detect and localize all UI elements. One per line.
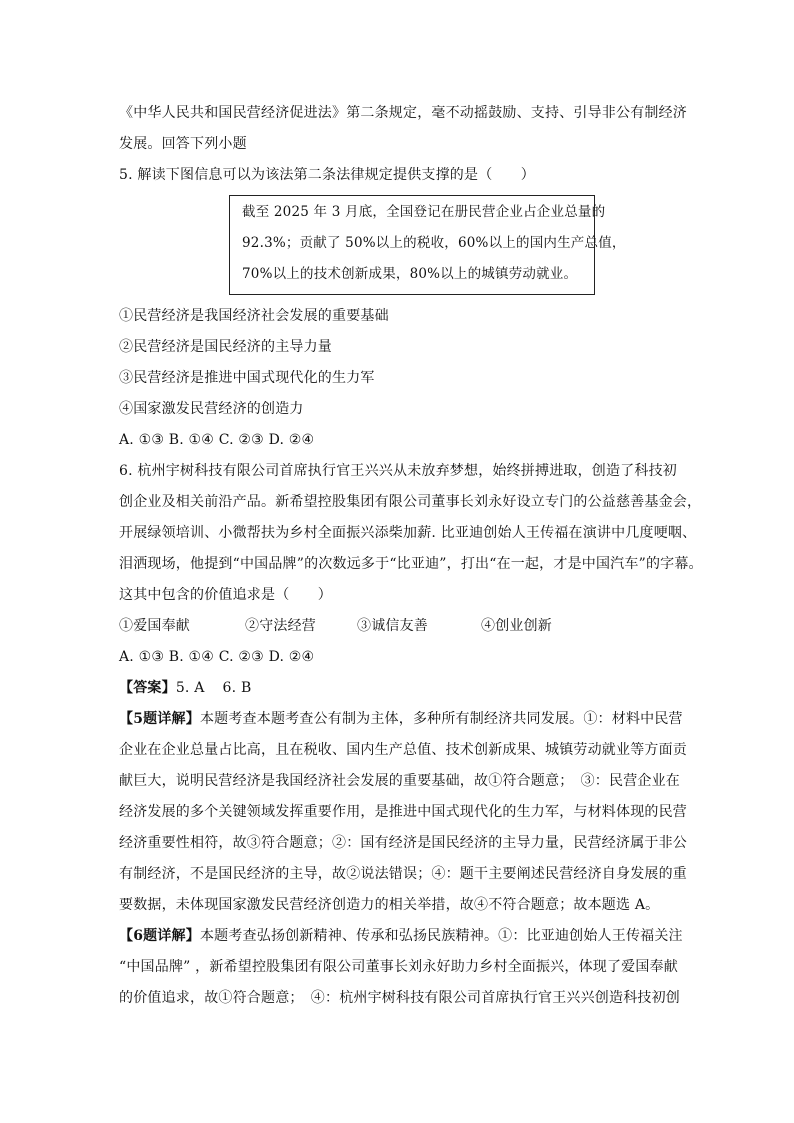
explanation-6-first-line <box>119 921 683 952</box>
explanation-6-label: 【6题详解】 <box>119 928 200 944</box>
question-6-stem-line: 6. 杭州宇树科技有限公司首席执行官王兴兴从未放弃梦想，始终拼搏进取，创造了科技初 <box>119 463 678 479</box>
info-box-line: 截至 2025 年 3 月底，全国登记在册民营企业占企业总量的 <box>242 204 606 220</box>
question-6-stem-line: 创企业及相关前沿产品。新希望控股集团有限公司董事长刘永好设立专门的公益慈善基金会， <box>119 494 702 510</box>
question-6-options <box>119 611 677 642</box>
question-5-option: ②民营经济是国民经济的主导力量 <box>119 339 332 355</box>
question-6-stem-line: 开展绿领培训、小微帮扶为乡村全面振兴添柴加薪. 比亚迪创始人王传福在演讲中几度哽咽、 <box>119 525 697 541</box>
question-5-option: ③民营经济是推进中国式现代化的生力军 <box>119 370 375 386</box>
question-5-option: ①民营经济是我国经济社会发展的重要基础 <box>119 308 389 324</box>
question-6-choices: A. ①③ B. ①④ C. ②③ D. ②④ <box>119 649 315 665</box>
explanation-5-line: 要数据，未体现国家激发民营经济创造力的相关举措，故④不符合题意；故本题选 A。 <box>119 897 660 913</box>
answer-label: 【答案】 <box>119 680 176 696</box>
explanation-5-first-line <box>119 704 683 735</box>
explanation-5-label: 【5题详解】 <box>119 711 200 727</box>
explanation-6-line: 的价值追求，故①符合题意； ④：杭州宇树科技有限公司首席执行官王兴兴创造科技初创 <box>119 990 680 1006</box>
answer-6: 6. B <box>222 680 252 696</box>
explanation-5-text: 本题考查本题考查公有制为主体，多种所有制经济共同发展。①：材料中民营 <box>199 711 683 727</box>
explanation-6-line: “中国品牌” ，新希望控股集团有限公司董事长刘永好助力乡村全面振兴，体现了爱国奉献 <box>119 959 678 975</box>
explanation-5-line: 经济发展的多个关键领域发挥重要作用，是推进中国式现代化的生力军，与材料体现的民营 <box>119 804 687 820</box>
question-6-option: ③诚信友善 <box>357 618 428 634</box>
question-6-stem-line: 泪洒现场，他提到“中国品牌”的次数远多于“比亚迪”，打出“在一起，才是中国汽车”的字幕。 <box>119 556 703 572</box>
question-6-stem <box>119 456 703 611</box>
explanation-6-text: 本题考查弘扬创新精神、传承和弘扬民族精神。①：比亚迪创始人王传福关注 <box>199 928 683 944</box>
answer-5: 5. A <box>175 680 205 696</box>
explanation-5-line: 企业在企业总量占比高，且在税收、国内生产总值、技术创新成果、城镇劳动就业等方面贡 <box>119 742 687 758</box>
question-5-stem <box>119 160 677 191</box>
question-5-choices: A. ①③ B. ①④ C. ②③ D. ②④ <box>119 432 315 448</box>
document-content <box>119 98 703 1014</box>
question-6-option: ②守法经营 <box>245 618 316 634</box>
explanation-5-line: 献巨大，说明民营经济是我国经济社会发展的重要基础，故①符合题意； ③：民营企业在 <box>119 773 680 789</box>
explanation-5-line: 经济重要性相符，故③符合题意；②：国有经济是国民经济的主导力量，民营经济属于非公 <box>119 835 687 851</box>
info-box-line: 70%以上的技术创新成果，80%以上的城镇劳动就业。 <box>242 266 578 282</box>
intro-paragraph <box>119 98 687 160</box>
info-box-line: 92.3%；贡献了 50%以上的税收，60%以上的国内生产总值， <box>242 235 626 251</box>
question-6-option: ④创业创新 <box>481 618 552 634</box>
question-6-option: ①爱国奉献 <box>119 618 190 634</box>
question-5-info-box <box>229 195 626 295</box>
explanation-6 <box>119 921 683 1014</box>
question-5-option: ④国家激发民营经济的创造力 <box>119 401 304 417</box>
question-5-info-box-wrapper <box>119 195 677 295</box>
explanation-5-line: 有制经济，不是国民经济的主导，故②说法错误；④：题干主要阐述民营经济自身发展的重 <box>119 866 687 882</box>
question-5-stem-text: 5. 解读下图信息可以为该法第二条法律规定提供支撑的是（ ） <box>119 167 536 183</box>
intro-line: 发展。回答下列小题 <box>119 136 247 152</box>
explanation-5 <box>119 704 687 921</box>
question-6-stem-line: 这其中包含的价值追求是（ ） <box>119 587 332 603</box>
intro-line: 《中华人民共和国民营经济促进法》第二条规定，毫不动摇鼓励、支持、引导非公有制经济 <box>119 105 687 121</box>
answer-line <box>119 673 677 704</box>
question-5-options <box>119 301 677 425</box>
